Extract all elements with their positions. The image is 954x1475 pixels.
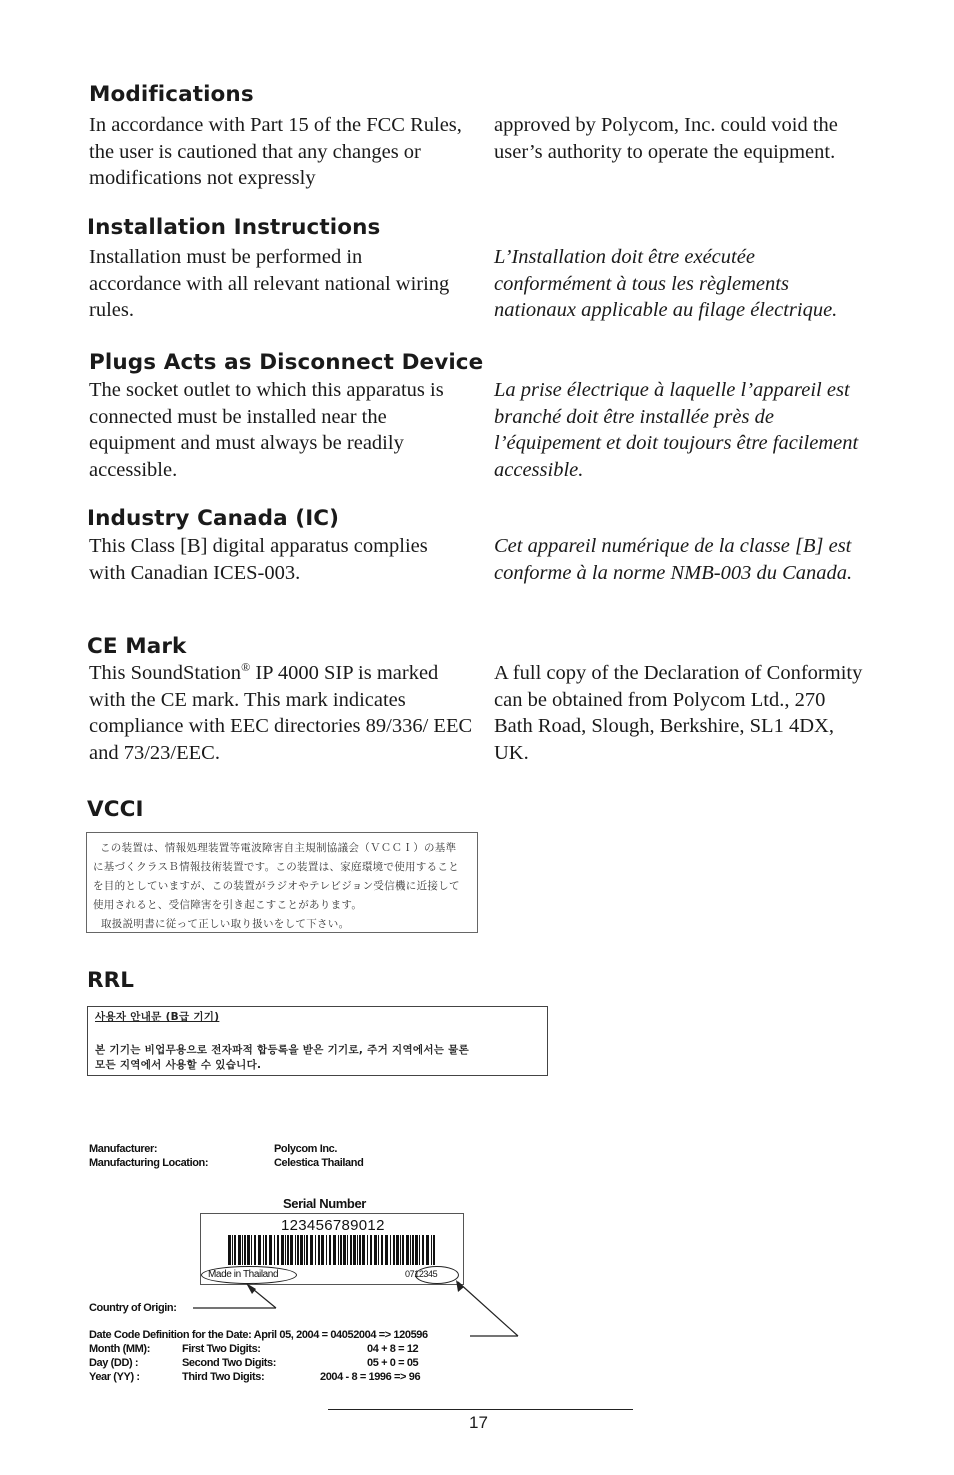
serial-number-title: Serial Number bbox=[283, 1196, 366, 1211]
ce-mark-text-left: This SoundStation® IP 4000 SIP is marked with the CE mark. This mark indicates compliance with EEC directories 89/336/ EEC and 73/23/EEC. bbox=[89, 660, 473, 764]
vcci-heading: VCCI bbox=[87, 797, 144, 822]
month-key: Month (MM): bbox=[89, 1343, 150, 1355]
installation-text-right: L’Installation doit être exécutée conformément à tous les règlements nationaux applicable au filage électrique. bbox=[494, 246, 838, 321]
rrl-line: 모든 지역에서 사용할 수 있습니다. bbox=[95, 1059, 262, 1071]
day-calc: 05 + 0 = 05 bbox=[367, 1357, 419, 1369]
country-of-origin-key: Country of Origin: bbox=[89, 1302, 177, 1314]
rrl-heading: RRL bbox=[87, 968, 135, 993]
industry-canada-text-left: This Class [B] digital apparatus complies with Canadian ICES-003. bbox=[89, 535, 428, 584]
installation-text-left: Installation must be performed in accordance with all relevant national wiring rules. bbox=[89, 246, 450, 321]
vcci-line: を目的としていますが、この装置がラジオやテレビジョン受信機に近接して bbox=[93, 880, 460, 892]
industry-canada-heading: Industry Canada (IC) bbox=[87, 506, 340, 531]
registered-mark: ® bbox=[241, 660, 251, 675]
modifications-text-right: approved by Polycom, Inc. could void the user’s authority to operate the equipment. bbox=[494, 114, 838, 163]
industry-canada-text-right: Cet appareil numérique de la classe [B] est conforme à la norme NMB-003 du Canada. bbox=[494, 535, 853, 584]
plugs-text-right: La prise électrique à laquelle l’appareil est branché doit être installée près de l’équipement et doit toujours être facilement accessible. bbox=[494, 379, 859, 481]
vcci-notice-image bbox=[86, 832, 478, 933]
modifications-text-left: In accordance with Part 15 of the FCC Rules, the user is cautioned that any changes or modifications not expressly bbox=[89, 114, 462, 189]
vcci-line: 使用されると、受信障害を引き起こすことがあります。 bbox=[93, 899, 363, 911]
date-code-definition: Date Code Definition for the Date: April 05, 2004 = 04052004 => 120596 bbox=[89, 1329, 428, 1341]
manufacturer-value: Polycom Inc. bbox=[274, 1143, 338, 1155]
month-rule: First Two Digits: bbox=[182, 1343, 261, 1355]
month-calc: 04 + 8 = 12 bbox=[367, 1343, 419, 1355]
ce-mark-heading: CE Mark bbox=[87, 634, 187, 659]
page-number: 17 bbox=[469, 1413, 488, 1432]
vcci-line: に基づくクラスＢ情報技術装置です。この装置は、家庭環境で使用すること bbox=[93, 861, 460, 873]
modifications-heading: Modifications bbox=[89, 82, 254, 107]
serial-number-value: 123456789012 bbox=[281, 1217, 385, 1234]
rrl-line: 본 기기는 비업무용으로 전자파적 합등록을 받은 기기로, 주거 지역에서는 물론 bbox=[95, 1044, 470, 1056]
location-value: Celestica Thailand bbox=[274, 1157, 364, 1169]
day-rule: Second Two Digits: bbox=[182, 1357, 277, 1369]
year-rule: Third Two Digits: bbox=[182, 1371, 265, 1383]
vcci-line: この装置は、情報処理装置等電波障害自主規制協議会（ＶＣＣＩ）の基準 bbox=[100, 842, 457, 854]
location-key: Manufacturing Location: bbox=[89, 1157, 209, 1169]
made-in-text: Made in Thailand bbox=[208, 1269, 279, 1280]
footer-rule bbox=[328, 1409, 633, 1410]
installation-heading: Installation Instructions bbox=[87, 215, 381, 240]
rrl-notice-image bbox=[87, 1006, 548, 1076]
vcci-line: 取扱説明書に従って正しい取り扱いをして下さい。 bbox=[101, 918, 350, 930]
year-calc: 2004 - 8 = 1996 => 96 bbox=[320, 1371, 421, 1383]
year-key: Year (YY) : bbox=[89, 1371, 140, 1383]
barcode-graphic bbox=[228, 1235, 438, 1265]
ce-mark-text-right: A full copy of the Declaration of Conformity can be obtained from Polycom Ltd., 270 Bath Road, Slough, Berkshire, SL1 4DX, UK. bbox=[494, 662, 863, 764]
day-key: Day (DD) : bbox=[89, 1357, 139, 1369]
manufacturer-key: Manufacturer: bbox=[89, 1143, 158, 1155]
plugs-text-left: The socket outlet to which this apparatus is connected must be installed near the equipment and must always be readily accessible. bbox=[89, 379, 444, 481]
plugs-heading: Plugs Acts as Disconnect Device bbox=[89, 350, 484, 375]
date-code-text: 0712345 bbox=[405, 1269, 438, 1279]
rrl-line: 사용자 안내문 (B급 기기) bbox=[95, 1011, 220, 1023]
